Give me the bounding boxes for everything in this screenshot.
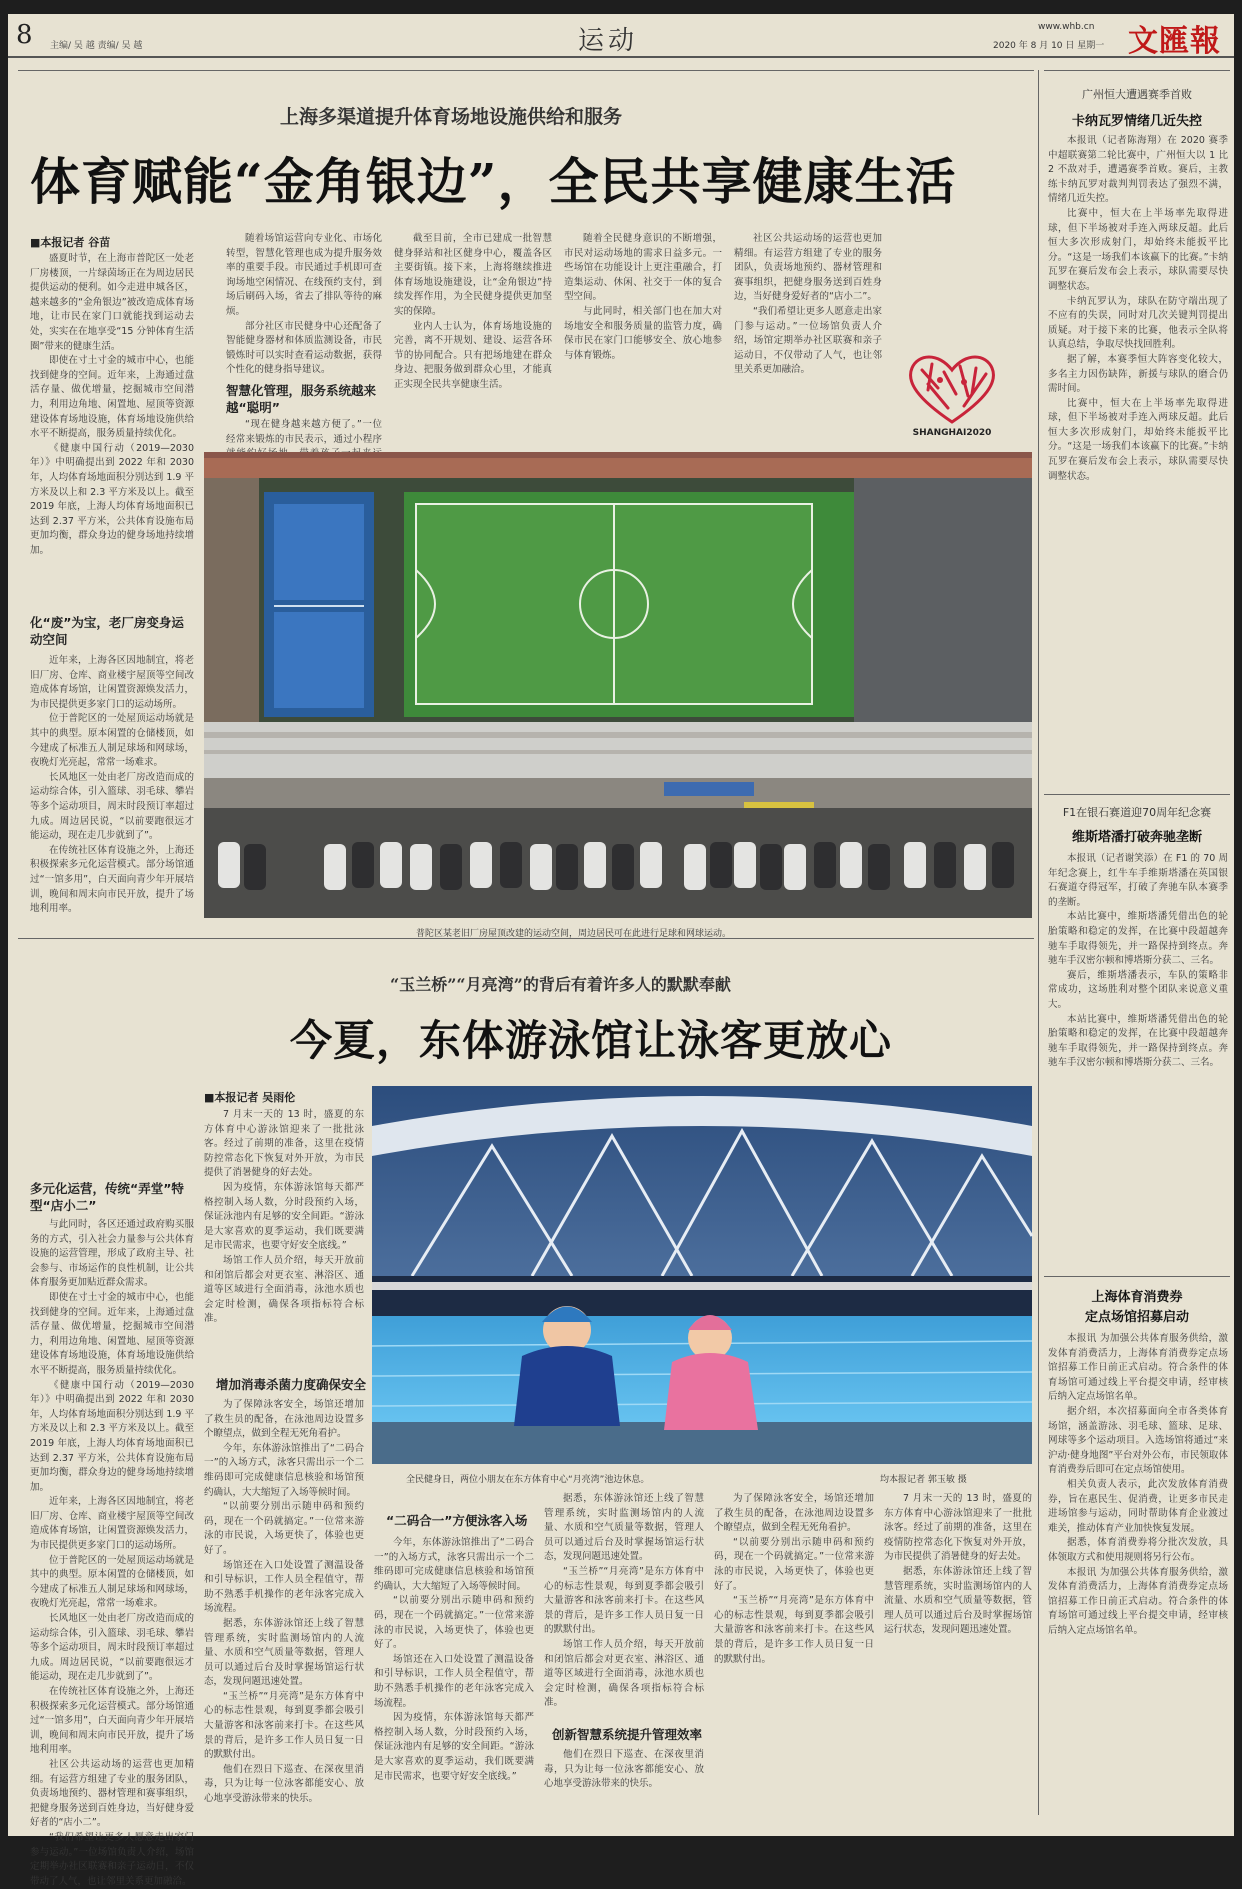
article2-subhead-2: “二码合一”方便泳客入场: [386, 1513, 528, 1528]
article1-subhead-1: 化“废”为宝，老厂房变身运动空间: [30, 615, 184, 647]
section-title: 运动: [578, 26, 639, 56]
sidebar-story1-body: 本报讯（记者陈海翔）在 2020 赛季中超联赛第二轮比赛中，广州恒大以 1 比 2 不敌对手，遭遇赛季首败。赛后，主教练卡纳瓦罗对裁判判罚表达了强烈不满，情绪几近失控。 比赛中，恒大在上半场率先取得进球，但下半场被对手连入两球反超。此后恒大多次形成射门，却始终未能扳平比分。“这是一场我们本该赢下的比赛。”卡纳瓦罗在赛后发布会上表示，球队需要尽快调整状态。 卡纳瓦罗认为，球队在防守端出现了不应有的失误，同时对几次关键判罚提出质疑。对于接下来的比赛，他表示全队将认真总结，争取尽快找回胜利。 据了解，本赛季恒大阵容变化较大，多名主力因伤缺阵，新援与球队的磨合仍需时间。 比赛中，恒大在上半场率先取得进球，但下半场被对手连入两球反超。此后恒大多次形成射门，却始终未能扳平比分。“这是一场我们本该赢下的比赛。”卡纳瓦罗在赛后发布会上表示，球队需要尽快调整状态。: [1048, 135, 1228, 482]
sidebar-story2-headline: 维斯塔潘打破奔驰垄断: [1071, 830, 1202, 845]
article2-subhead-1: 增加消毒杀菌力度确保安全: [216, 1377, 367, 1392]
article2-column-1b: 为了保障泳客安全，场馆还增加了救生员的配备，在泳池周边设置多个瞭望点，做到全程无死角看护。 今年，东体游泳馆推出了“二码合一”的入场方式，泳客只需出示一个二维码即可完成健康信息核验和场馆预约确认，大大缩短了入场等候时间。 “以前要分别出示随申码和预约码，现在一个码就搞定。”一位常来游泳的市民说，入场更快了，体验也更好了。 场馆还在入口处设置了测温设备和引导标识，工作人员全程值守，帮助不熟悉手机操作的老年泳客完成入场流程。 据悉，东体游泳馆还上线了智慧管理系统，实时监测场馆内的人流量、水质和空气质量等数据，管理人员可以通过后台及时掌握场馆运行状态，发现问题迅速处置。 “玉兰桥”“月亮湾”是东方体育中心的标志性景观，每到夏季都会吸引大量游客和泳客前来打卡。在这些风景的背后，是许多工作人员日复一日的默默付出。 他们在烈日下巡查、在深夜里消毒，只为让每一位泳客都能安心、放心地享受游泳带来的快乐。: [204, 1399, 364, 1805]
sidebar-divider: [1038, 70, 1039, 1815]
article2-column-3b: 他们在烈日下巡查、在深夜里消毒，只为让每一位泳客都能安心、放心地享受游泳带来的快乐。: [544, 1749, 704, 1790]
sidebar-story2-body: 本报讯（记者谢笑添）在 F1 的 70 周年纪念赛上，红牛车手维斯塔潘在英国银石赛道夺得冠军，打破了奔驰车队本赛季的垄断。 本站比赛中，维斯塔潘凭借出色的轮胎策略和稳定的发挥，在比赛中段超越奔驰车手取得领先，并一路保持到终点。奔驰车手汉密尔顿和博塔斯分获二、三名。 赛后，维斯塔潘表示，车队的策略非常成功，这场胜利对整个团队来说意义重大。 本站比赛中，维斯塔潘凭借出色的轮胎策略和稳定的发挥，在比赛中段超越奔驰车手取得领先，并一路保持到终点。奔驰车手汉密尔顿和博塔斯分获二、三名。: [1048, 853, 1228, 1069]
article2-kicker: “玉兰桥”“月亮湾”的背后有着许多人的默默奉献: [390, 975, 731, 994]
article2-subhead-3: 创新智慧系统提升管理效率: [552, 1727, 703, 1742]
newspaper-brand: 文匯報: [1128, 24, 1221, 59]
site-url: www.whb.cn: [1038, 22, 1095, 32]
article1-column-4: 随着全民健身意识的不断增强，市民对运动场地的需求日益多元。一些场馆在功能设计上更注重融合，打造集运动、休闲、社交于一体的复合型空间。 与此同时，相关部门也在加大对场地安全和服务质量的监管力度，确保市民在家门口能够安全、放心地参与体育锻炼。: [564, 233, 722, 361]
sidebar-story3-body: 本报讯 为加强公共体育服务供给，激发体育消费活力，上海体育消费券定点场馆招募工作日前正式启动。符合条件的体育场馆可通过线上平台提交申请，经审核后纳入定点场馆名单。 据介绍，本次招募面向全市各类体育场馆，涵盖游泳、羽毛球、篮球、足球、网球等多个运动项目。入选场馆将通过“来沪动·健身地图”平台对外公布，市民领取体育消费券后即可在定点场馆使用。 相关负责人表示，此次发放体育消费券，旨在惠民生、促消费，让更多市民走进场馆参与运动，同时帮助体育企业渡过难关，推动体育产业加快恢复发展。 据悉，体育消费券将分批次发放，具体领取方式和使用规则将另行公布。 本报讯 为加强公共体育服务供给，激发体育消费活力，上海体育消费券定点场馆招募工作日前正式启动。符合条件的体育场馆可通过线上平台提交申请，经审核后纳入定点场馆名单。: [1048, 1333, 1228, 1636]
article2-column-2: 今年，东体游泳馆推出了“二码合一”的入场方式，泳客只需出示一个二维码即可完成健康信息核验和场馆预约确认，大大缩短了入场等候时间。 “以前要分别出示随申码和预约码，现在一个码就搞定。”一位常来游泳的市民说，入场更快了，体验也更好了。 场馆还在入口处设置了测温设备和引导标识，工作人员全程值守，帮助不熟悉手机操作的老年泳客完成入场流程。 因为疫情，东体游泳馆每天都严格控制入场人数，分时段预约入场，保证泳池内有足够的安全间距。“游泳是大家喜欢的夏季运动，我们既要满足市民需求，也要守好安全底线。”: [374, 1537, 534, 1782]
issue-date: 2020 年 8 月 10 日 星期一: [993, 41, 1105, 51]
article1-subhead-2: 多元化运营，传统“弄堂”特型“店小二”: [30, 1181, 184, 1213]
side-rule-1: [1044, 794, 1230, 795]
article2-headline: 今夏，东体游泳馆让泳客更放心: [290, 1016, 893, 1065]
rooftop-photo-caption: 普陀区某老旧厂房屋顶改建的运动空间，周边居民可在此进行足球和网球运动。: [416, 929, 732, 939]
article2-byline: ■本报记者 吴雨伦: [204, 1091, 296, 1104]
sidebar-story2-kicker: F1在银石赛道迎70周年纪念赛: [1062, 806, 1212, 819]
pool-photo-credit: 均本报记者 郭玉敏 摄: [880, 1475, 967, 1485]
page-number: 8: [16, 20, 33, 50]
sidebar-story3-headline-2: 定点场馆招募启动: [1084, 1310, 1189, 1325]
article1-column-1c: 与此同时，各区还通过政府购买服务的方式，引入社会力量参与公共体育设施的运营管理，形成了政府主导、社会参与、市场运作的良性机制，让公共体育服务更加贴近群众需求。 即使在寸土寸金的城市中心，也能找到健身的空间。近年来，上海通过盘活存量、做优增量，挖掘城市空间潜力，利用边角地、闲置地、屋顶等资源建设体育场地设施，体育场地设施供给水平不断提高，服务质量持续优化。 《健康中国行动（2019—2030 年）》中明确提出到 2022 年和 2030 年，人均体育场地面积分别达到 1.9 平方米及以上和 2.3 平方米及以上。截至 2019 年底，上海人均体育场地面积已达到 2.37 平方米，公共体育设施布局更加均衡，群众身边的健身场地持续增加。 近年来，上海各区因地制宜，将老旧厂房、仓库、商业楼宇屋顶等空间改造成体育场馆，让闲置资源焕发活力，为市民提供更多家门口的运动场所。 位于普陀区的一处屋顶运动场就是其中的典型。原本闲置的仓储楼顶，如今建成了标准五人制足球场和网球场，夜晚灯光亮起，常常一场难求。 长风地区一处由老厂房改造而成的运动综合体，引入篮球、羽毛球、攀岩等多个运动项目，周末时段预订率超过九成。周边居民说，“以前要跑很远才能运动，现在走几步就到了”。 在传统社区体育设施之外，上海还积极探索多元化运营模式。部分场馆通过“一馆多用”，白天面向青少年开展培训，晚间和周末向市民开放，提升了场地利用率。 社区公共运动场的运营也更加精细。有运营方组建了专业的服务团队，负责场地预约、器材管理和赛事组织，把健身服务送到百姓身边，当好健身爱好者的“店小二”。 “我们希望让更多人愿意走出家门参与运动。”一位场馆负责人介绍，场馆定期举办社区联赛和亲子运动日，不仅带动了人气，也让邻里关系更加融洽。: [30, 1219, 194, 1887]
article1-byline: ■本报记者 谷苗: [30, 236, 111, 249]
article1-column-1: 盛夏时节，在上海市普陀区一处老厂房楼顶，一片绿茵场正在为周边居民提供运动的便利。如今走进申城各区，越来越多的“金角银边”被改造成体育场地，让市民在家门口就能找到运动去处，实实在在地享受“15 分钟体育生活圈”带来的健康生活。 即使在寸土寸金的城市中心，也能找到健身的空间。近年来，上海通过盘活存量、做优增量，挖掘城市空间潜力，利用边角地、闲置地、屋顶等资源建设体育场地设施，体育场地设施供给水平不断提高，服务质量持续优化。 《健康中国行动（2019—2030 年）》中明确提出到 2022 年和 2030 年，人均体育场地面积分别达到 1.9 平方米及以上和 2.3 平方米及以上。截至 2019 年底，上海人均体育场地面积已达到 2.37 平方米，公共体育设施布局更加均衡，群众身边的健身场地持续增加。: [30, 253, 194, 556]
article1-column-3: 截至目前，全市已建成一批智慧健身驿站和社区健身中心，覆盖各区主要街镇。接下来，上海将继续推进体育场地设施建设，让“金角银边”持续发挥作用，为全民健身提供更加坚实的保障。 业内人士认为，体育场地设施的完善，离不开规划、建设、运营各环节的协同配合。只有把场地建在群众身边、把服务做到群众心里，才能真正实现全民共享健康生活。: [394, 233, 552, 390]
sidebar-story1-headline: 卡纳瓦罗情绪几近失控: [1071, 114, 1202, 129]
side-top-rule: [1044, 70, 1230, 71]
shanghai-2020-logo: [898, 344, 1006, 444]
article1-kicker: 上海多渠道提升体育场地设施供给和服务: [280, 106, 623, 128]
article1-headline: 体育赋能“金角银边”，全民共享健康生活: [30, 152, 957, 211]
masthead: [8, 14, 1234, 58]
article1-column-2b: “现在健身越来越方便了。”一位经常来锻炼的市民表示，通过小程序: [226, 419, 382, 445]
swimming-pool-photo: [372, 1086, 1032, 1464]
side-rule-2: [1044, 1276, 1230, 1277]
newspaper-page: [8, 14, 1234, 1887]
article2-column-4: 为了保障泳客安全，场馆还增加了救生员的配备，在泳池周边设置多个瞭望点，做到全程无死角看护。 “以前要分别出示随申码和预约码，现在一个码就搞定。”一位常来游泳的市民说，入场更快了，体验也更好了。 “玉兰桥”“月亮湾”是东方体育中心的标志性景观，每到夏季都会吸引大量游客和泳客前来打卡。在这些风景的背后，是许多工作人员日复一日的默默付出。: [714, 1493, 874, 1665]
article2-column-1: 7 月末一天的 13 时，盛夏的东方体育中心游泳馆迎来了一批批泳客。经过了前期的准备，这里在疫情防控常态化下恢复对外开放，为市民提供了消暑健身的好去处。 因为疫情，东体游泳馆每天都严格控制入场人数，分时段预约入场，保证泳池内有足够的安全间距。“游泳是大家喜欢的夏季运动，我们既要满足市民需求，也要守好安全底线。” 场馆工作人员介绍，每天开放前和闭馆后都会对更衣室、淋浴区、通道等区域进行全面消毒，泳池水质也会定时检测，确保各项指标符合标准。: [204, 1109, 364, 1325]
editor-line: 主编/ 吴 越 责编/ 吴 越: [50, 41, 143, 51]
sidebar-story1-kicker: 广州恒大遭遇赛季首败: [1082, 88, 1192, 101]
article1-subhead-3: 智慧化管理，服务系统越来越“聪明”: [226, 383, 377, 415]
article1-column-2: 随着场馆运营向专业化、市场化转型，智慧化管理也成为提升服务效率的重要手段。市民通过手机即可查询场地空闲情况、在线预约支付，到场后刷码入场，省去了排队等待的麻烦。 部分社区市民健身中心还配备了智能健身器材和体质监测设备，市民锻炼时可以实时查看运动数据，获得个性化的健身指导建议。: [226, 233, 382, 376]
article2-column-5: 7 月末一天的 13 时，盛夏的东方体育中心游泳馆迎来了一批批泳客。经过了前期的准备，这里在疫情防控常态化下恢复对外开放，为市民提供了消暑健身的好去处。 据悉，东体游泳馆还上线了智慧管理系统，实时监测场馆内的人流量、水质和空气质量等数据，管理人员可以通过后台及时掌握场馆运行状态，发现问题迅速处置。: [884, 1493, 1032, 1636]
article1-column-1b: 近年来，上海各区因地制宜，将老旧厂房、仓库、商业楼宇屋顶等空间改造成体育场馆，让闲置资源焕发活力，为市民提供更多家门口的运动场所。 位于普陀区的一处屋顶运动场就是其中的典型。原本闲置的仓储楼顶，如今建成了标准五人制足球场和网球场，夜晚灯光亮起，常常一场难求。 长风地区一处由老厂房改造而成的运动综合体，引入篮球、羽毛球、攀岩等多个运动项目，周末时段预订率超过九成。周边居民说，“以前要跑很远才能运动，现在走几步就到了”。 在传统社区体育设施之外，上海还积极探索多元化运营模式。部分场馆通过“一馆多用”，白天面向青少年开展培训，晚间和周末向市民开放，提升了场地利用率。: [30, 655, 194, 915]
top-rule: [18, 70, 1034, 71]
article1-column-5: 社区公共运动场的运营也更加精细。有运营方组建了专业的服务团队，负责场地预约、器材管理和赛事组织，把健身服务送到百姓身边，当好健身爱好者的“店小二”。 “我们希望让更多人愿意走出家门参与运动。”一位场馆负责人介绍，场馆定期举办社区联赛和亲子运动日，不仅带动了人气，也让邻里关系更加融洽。: [734, 233, 882, 376]
sidebar-story3-headline-1: 上海体育消费券: [1091, 1290, 1183, 1305]
rooftop-stadium-photo: [204, 452, 1032, 918]
article2-column-3: 据悉，东体游泳馆还上线了智慧管理系统，实时监测场馆内的人流量、水质和空气质量等数据，管理人员可以通过后台及时掌握场馆运行状态，发现问题迅速处置。 “玉兰桥”“月亮湾”是东方体育中心的标志性景观，每到夏季都会吸引大量游客和泳客前来打卡。在这些风景的背后，是许多工作人员日复一日的默默付出。 场馆工作人员介绍，每天开放前和闭馆后都会对更衣室、淋浴区、通道等区域进行全面消毒，泳池水质也会定时检测，确保各项指标符合标准。: [544, 1493, 704, 1709]
pool-photo-caption: 全民健身日，两位小朋友在东方体育中心“月亮湾”池边休息。: [406, 1475, 650, 1485]
logo-text: SHANGHAI2020: [912, 428, 992, 438]
